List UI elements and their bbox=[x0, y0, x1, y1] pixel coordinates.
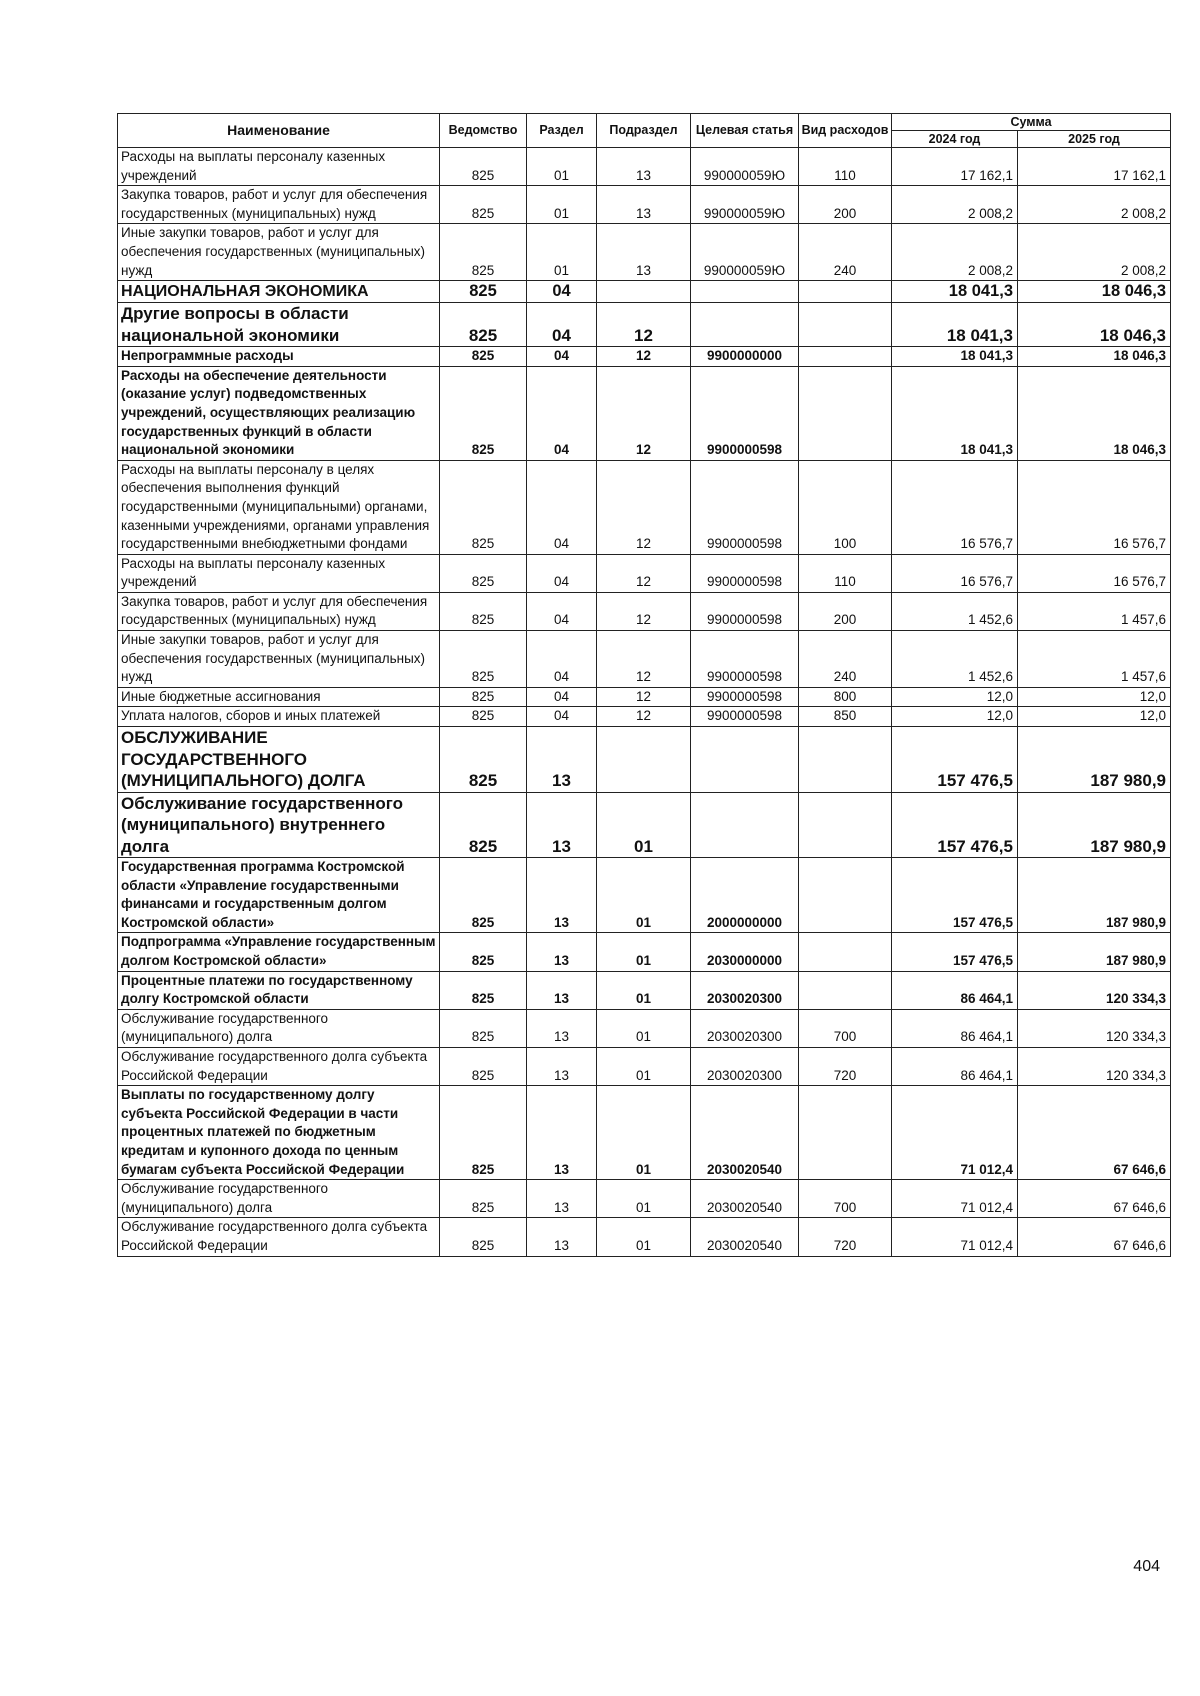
cell-dept: 825 bbox=[440, 1086, 527, 1180]
cell-dept: 825 bbox=[440, 1047, 527, 1085]
cell-name: Иные бюджетные ассигнования bbox=[118, 687, 440, 707]
cell-v2025: 67 646,6 bbox=[1018, 1086, 1171, 1180]
cell-name: Процентные платежи по государственному долгу Костромской области bbox=[118, 971, 440, 1009]
cell-v2024: 157 476,5 bbox=[892, 858, 1018, 933]
cell-name: Государственная программа Костромской области «Управление государственными финансами и государственным долгом Костромской области» bbox=[118, 858, 440, 933]
cell-v2025: 120 334,3 bbox=[1018, 1009, 1171, 1047]
page-number: 404 bbox=[1133, 1558, 1160, 1575]
cell-v2025: 120 334,3 bbox=[1018, 971, 1171, 1009]
cell-v2024: 16 576,7 bbox=[892, 554, 1018, 592]
cell-sec: 04 bbox=[527, 592, 597, 630]
cell-sec: 04 bbox=[527, 554, 597, 592]
cell-dept: 825 bbox=[440, 792, 527, 858]
cell-v2025: 12,0 bbox=[1018, 687, 1171, 707]
table-row bbox=[118, 224, 1171, 281]
cell-target: 9900000598 bbox=[691, 707, 799, 727]
cell-dept: 825 bbox=[440, 707, 527, 727]
cell-v2025: 1 457,6 bbox=[1018, 592, 1171, 630]
cell-sub: 12 bbox=[597, 707, 691, 727]
cell-v2025: 67 646,6 bbox=[1018, 1218, 1171, 1256]
cell-v2025: 17 162,1 bbox=[1018, 148, 1171, 186]
cell-sub: 01 bbox=[597, 1180, 691, 1218]
cell-name: Иные закупки товаров, работ и услуг для обеспечения государственных (муниципальных) нужд bbox=[118, 631, 440, 688]
table-row bbox=[118, 281, 1171, 303]
table-row bbox=[118, 1047, 1171, 1085]
cell-target: 2030020300 bbox=[691, 1047, 799, 1085]
cell-dept: 825 bbox=[440, 592, 527, 630]
cell-v2025: 187 980,9 bbox=[1018, 792, 1171, 858]
cell-target: 990000059Ю bbox=[691, 186, 799, 224]
cell-dept: 825 bbox=[440, 727, 527, 793]
cell-dept: 825 bbox=[440, 186, 527, 224]
cell-sub: 12 bbox=[597, 460, 691, 554]
header-year-2025: 2025 год bbox=[1018, 131, 1171, 148]
cell-sec: 01 bbox=[527, 224, 597, 281]
cell-sec: 13 bbox=[527, 1009, 597, 1047]
cell-name: Подпрограмма «Управление государственным долгом Костромской области» bbox=[118, 933, 440, 971]
table-row bbox=[118, 687, 1171, 707]
cell-sub: 12 bbox=[597, 366, 691, 460]
cell-dept: 825 bbox=[440, 1180, 527, 1218]
cell-dept: 825 bbox=[440, 347, 527, 367]
cell-v2024: 16 576,7 bbox=[892, 460, 1018, 554]
table-row bbox=[118, 1218, 1171, 1256]
cell-name: Выплаты по государственному долгу субъекта Российской Федерации в части процентных платежей по бюджетным кредитам и купонного дохода по ценным бумагам субъекта Российской Федерации bbox=[118, 1086, 440, 1180]
cell-kind bbox=[799, 971, 892, 1009]
cell-kind: 850 bbox=[799, 707, 892, 727]
table-row bbox=[118, 971, 1171, 1009]
cell-sec: 13 bbox=[527, 1218, 597, 1256]
cell-sub: 12 bbox=[597, 631, 691, 688]
cell-name: Расходы на выплаты персоналу казенных учреждений bbox=[118, 554, 440, 592]
cell-sec: 04 bbox=[527, 281, 597, 303]
cell-sub: 12 bbox=[597, 347, 691, 367]
cell-kind: 200 bbox=[799, 592, 892, 630]
cell-kind: 100 bbox=[799, 460, 892, 554]
budget-document bbox=[117, 113, 1170, 1257]
cell-v2025: 1 457,6 bbox=[1018, 631, 1171, 688]
cell-kind: 700 bbox=[799, 1009, 892, 1047]
cell-v2024: 12,0 bbox=[892, 707, 1018, 727]
cell-dept: 825 bbox=[440, 687, 527, 707]
cell-v2025: 2 008,2 bbox=[1018, 186, 1171, 224]
budget-table bbox=[117, 113, 1171, 1257]
cell-v2025: 18 046,3 bbox=[1018, 281, 1171, 303]
cell-target: 9900000000 bbox=[691, 347, 799, 367]
cell-sec: 01 bbox=[527, 186, 597, 224]
cell-v2024: 86 464,1 bbox=[892, 971, 1018, 1009]
cell-sub: 12 bbox=[597, 303, 691, 347]
cell-kind: 720 bbox=[799, 1047, 892, 1085]
cell-sec: 01 bbox=[527, 148, 597, 186]
cell-name: Обслуживание государственного долга субъекта Российской Федерации bbox=[118, 1047, 440, 1085]
cell-dept: 825 bbox=[440, 148, 527, 186]
cell-target: 9900000598 bbox=[691, 554, 799, 592]
cell-dept: 825 bbox=[440, 281, 527, 303]
cell-kind bbox=[799, 933, 892, 971]
table-row bbox=[118, 347, 1171, 367]
cell-sec: 13 bbox=[527, 1086, 597, 1180]
cell-v2024: 1 452,6 bbox=[892, 592, 1018, 630]
cell-kind bbox=[799, 303, 892, 347]
cell-target: 2030000000 bbox=[691, 933, 799, 971]
header-name: Наименование bbox=[118, 114, 440, 148]
cell-name: Закупка товаров, работ и услуг для обеспечения государственных (муниципальных) нужд bbox=[118, 592, 440, 630]
cell-sec: 04 bbox=[527, 631, 597, 688]
cell-name: Уплата налогов, сборов и иных платежей bbox=[118, 707, 440, 727]
table-row bbox=[118, 727, 1171, 793]
cell-v2025: 187 980,9 bbox=[1018, 933, 1171, 971]
cell-sub: 01 bbox=[597, 858, 691, 933]
cell-sec: 04 bbox=[527, 707, 597, 727]
cell-dept: 825 bbox=[440, 303, 527, 347]
cell-target: 9900000598 bbox=[691, 687, 799, 707]
cell-sec: 04 bbox=[527, 347, 597, 367]
header-kind: Вид расходов bbox=[799, 114, 892, 148]
header-subsection: Подраздел bbox=[597, 114, 691, 148]
cell-target: 2030020540 bbox=[691, 1218, 799, 1256]
cell-kind bbox=[799, 366, 892, 460]
cell-dept: 825 bbox=[440, 554, 527, 592]
cell-target: 9900000598 bbox=[691, 366, 799, 460]
cell-v2024: 71 012,4 bbox=[892, 1180, 1018, 1218]
cell-sub: 01 bbox=[597, 971, 691, 1009]
cell-sub: 12 bbox=[597, 592, 691, 630]
cell-v2024: 71 012,4 bbox=[892, 1086, 1018, 1180]
cell-sec: 13 bbox=[527, 727, 597, 793]
cell-name: ОБСЛУЖИВАНИЕ ГОСУДАРСТВЕННОГО (МУНИЦИПАЛЬНОГО) ДОЛГА bbox=[118, 727, 440, 793]
cell-kind: 800 bbox=[799, 687, 892, 707]
cell-sec: 04 bbox=[527, 303, 597, 347]
cell-sub: 01 bbox=[597, 1218, 691, 1256]
table-row bbox=[118, 554, 1171, 592]
cell-target: 9900000598 bbox=[691, 460, 799, 554]
cell-v2025: 16 576,7 bbox=[1018, 460, 1171, 554]
cell-v2025: 2 008,2 bbox=[1018, 224, 1171, 281]
cell-v2025: 120 334,3 bbox=[1018, 1047, 1171, 1085]
cell-v2024: 18 041,3 bbox=[892, 281, 1018, 303]
cell-target: 2030020300 bbox=[691, 971, 799, 1009]
table-row bbox=[118, 1086, 1171, 1180]
cell-name: Расходы на обеспечение деятельности (оказание услуг) подведомственных учреждений, осуществляющих реализацию государственных функций в области национальной экономики bbox=[118, 366, 440, 460]
cell-target bbox=[691, 727, 799, 793]
cell-v2025: 187 980,9 bbox=[1018, 858, 1171, 933]
cell-sec: 04 bbox=[527, 687, 597, 707]
cell-sub: 12 bbox=[597, 554, 691, 592]
cell-name: Обслуживание государственного (муниципального) внутреннего долга bbox=[118, 792, 440, 858]
cell-name: Непрограммные расходы bbox=[118, 347, 440, 367]
cell-kind bbox=[799, 1086, 892, 1180]
cell-kind bbox=[799, 281, 892, 303]
cell-name: Закупка товаров, работ и услуг для обеспечения государственных (муниципальных) нужд bbox=[118, 186, 440, 224]
table-row bbox=[118, 933, 1171, 971]
cell-sub: 01 bbox=[597, 1047, 691, 1085]
cell-dept: 825 bbox=[440, 366, 527, 460]
cell-v2024: 2 008,2 bbox=[892, 224, 1018, 281]
cell-dept: 825 bbox=[440, 631, 527, 688]
cell-kind bbox=[799, 347, 892, 367]
cell-v2024: 86 464,1 bbox=[892, 1047, 1018, 1085]
cell-sec: 13 bbox=[527, 792, 597, 858]
cell-sec: 13 bbox=[527, 858, 597, 933]
cell-dept: 825 bbox=[440, 1218, 527, 1256]
cell-name: НАЦИОНАЛЬНАЯ ЭКОНОМИКА bbox=[118, 281, 440, 303]
cell-sub: 12 bbox=[597, 687, 691, 707]
table-row bbox=[118, 1009, 1171, 1047]
cell-kind bbox=[799, 858, 892, 933]
cell-v2024: 157 476,5 bbox=[892, 792, 1018, 858]
cell-target bbox=[691, 281, 799, 303]
cell-v2024: 18 041,3 bbox=[892, 303, 1018, 347]
cell-kind: 700 bbox=[799, 1180, 892, 1218]
table-row bbox=[118, 592, 1171, 630]
cell-name: Обслуживание государственного долга субъекта Российской Федерации bbox=[118, 1218, 440, 1256]
cell-sec: 04 bbox=[527, 460, 597, 554]
cell-target: 9900000598 bbox=[691, 592, 799, 630]
cell-v2025: 187 980,9 bbox=[1018, 727, 1171, 793]
cell-sub: 01 bbox=[597, 792, 691, 858]
table-row bbox=[118, 858, 1171, 933]
cell-name: Иные закупки товаров, работ и услуг для обеспечения государственных (муниципальных) нужд bbox=[118, 224, 440, 281]
header-dept: Ведомство bbox=[440, 114, 527, 148]
cell-v2025: 18 046,3 bbox=[1018, 303, 1171, 347]
cell-v2024: 17 162,1 bbox=[892, 148, 1018, 186]
cell-name: Обслуживание государственного (муниципального) долга bbox=[118, 1180, 440, 1218]
cell-v2024: 18 041,3 bbox=[892, 347, 1018, 367]
cell-target: 2030020540 bbox=[691, 1180, 799, 1218]
cell-v2024: 86 464,1 bbox=[892, 1009, 1018, 1047]
table-row bbox=[118, 707, 1171, 727]
cell-name: Расходы на выплаты персоналу казенных учреждений bbox=[118, 148, 440, 186]
cell-sub: 01 bbox=[597, 1086, 691, 1180]
cell-dept: 825 bbox=[440, 224, 527, 281]
cell-sub bbox=[597, 281, 691, 303]
table-row bbox=[118, 1180, 1171, 1218]
cell-v2024: 157 476,5 bbox=[892, 933, 1018, 971]
cell-target: 9900000598 bbox=[691, 631, 799, 688]
cell-target: 2030020540 bbox=[691, 1086, 799, 1180]
cell-sec: 13 bbox=[527, 1180, 597, 1218]
cell-sec: 04 bbox=[527, 366, 597, 460]
cell-target: 2030020300 bbox=[691, 1009, 799, 1047]
cell-sec: 13 bbox=[527, 1047, 597, 1085]
cell-v2025: 18 046,3 bbox=[1018, 366, 1171, 460]
cell-v2024: 18 041,3 bbox=[892, 366, 1018, 460]
cell-dept: 825 bbox=[440, 1009, 527, 1047]
cell-v2024: 2 008,2 bbox=[892, 186, 1018, 224]
cell-kind: 110 bbox=[799, 554, 892, 592]
cell-sub: 01 bbox=[597, 1009, 691, 1047]
cell-sub: 01 bbox=[597, 933, 691, 971]
table-body bbox=[118, 148, 1171, 1257]
table-row bbox=[118, 631, 1171, 688]
cell-sub: 13 bbox=[597, 186, 691, 224]
cell-name: Обслуживание государственного (муниципального) долга bbox=[118, 1009, 440, 1047]
cell-v2024: 1 452,6 bbox=[892, 631, 1018, 688]
cell-kind: 240 bbox=[799, 224, 892, 281]
cell-dept: 825 bbox=[440, 858, 527, 933]
cell-v2025: 16 576,7 bbox=[1018, 554, 1171, 592]
cell-target bbox=[691, 792, 799, 858]
cell-v2025: 12,0 bbox=[1018, 707, 1171, 727]
cell-target: 2000000000 bbox=[691, 858, 799, 933]
cell-target bbox=[691, 303, 799, 347]
cell-kind: 720 bbox=[799, 1218, 892, 1256]
cell-kind bbox=[799, 727, 892, 793]
cell-kind bbox=[799, 792, 892, 858]
cell-kind: 110 bbox=[799, 148, 892, 186]
cell-v2024: 71 012,4 bbox=[892, 1218, 1018, 1256]
cell-name: Расходы на выплаты персоналу в целях обеспечения выполнения функций государственными (муниципальными) органами, казенными учреждениями, органами управления государственными внебюджетными фондами bbox=[118, 460, 440, 554]
header-target: Целевая статья bbox=[691, 114, 799, 148]
cell-name: Другие вопросы в области национальной экономики bbox=[118, 303, 440, 347]
table-row bbox=[118, 792, 1171, 858]
cell-kind: 200 bbox=[799, 186, 892, 224]
header-year-2024: 2024 год bbox=[892, 131, 1018, 148]
cell-sec: 13 bbox=[527, 971, 597, 1009]
cell-dept: 825 bbox=[440, 933, 527, 971]
header-sum: Сумма bbox=[892, 114, 1171, 131]
cell-v2024: 157 476,5 bbox=[892, 727, 1018, 793]
cell-dept: 825 bbox=[440, 971, 527, 1009]
table-row bbox=[118, 186, 1171, 224]
table-row bbox=[118, 366, 1171, 460]
cell-v2025: 18 046,3 bbox=[1018, 347, 1171, 367]
cell-target: 990000059Ю bbox=[691, 224, 799, 281]
cell-v2024: 12,0 bbox=[892, 687, 1018, 707]
cell-sec: 13 bbox=[527, 933, 597, 971]
table-row bbox=[118, 148, 1171, 186]
table-row bbox=[118, 303, 1171, 347]
cell-dept: 825 bbox=[440, 460, 527, 554]
cell-sub: 13 bbox=[597, 224, 691, 281]
table-row bbox=[118, 460, 1171, 554]
cell-v2025: 67 646,6 bbox=[1018, 1180, 1171, 1218]
header-section: Раздел bbox=[527, 114, 597, 148]
cell-target: 990000059Ю bbox=[691, 148, 799, 186]
cell-sub bbox=[597, 727, 691, 793]
cell-sub: 13 bbox=[597, 148, 691, 186]
cell-kind: 240 bbox=[799, 631, 892, 688]
